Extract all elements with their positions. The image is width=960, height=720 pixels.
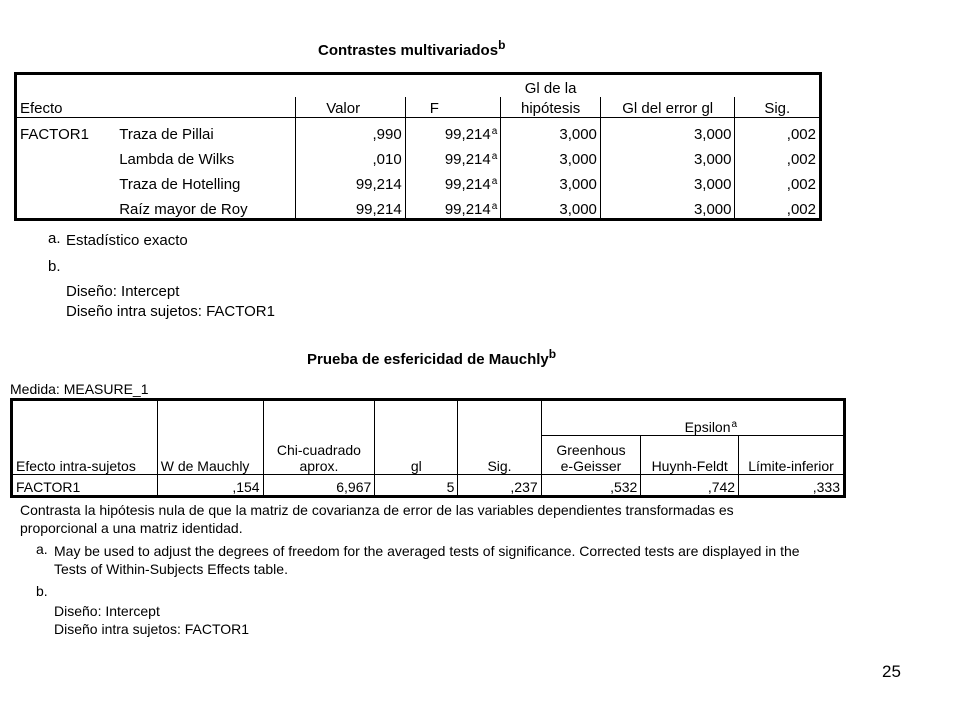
header-epsilon: Epsilon$^a$ bbox=[541, 400, 844, 436]
cell-limite-inferior: ,333 bbox=[739, 475, 845, 497]
footnote-b-mark: b. bbox=[48, 258, 61, 275]
mauchly-footnote-a-mark: a. bbox=[36, 541, 48, 557]
cell-sig: ,002 bbox=[735, 193, 821, 220]
header-efecto: Efecto bbox=[16, 97, 117, 118]
cell-gl-error: 3,000 bbox=[600, 168, 735, 193]
multivariate-table bbox=[14, 72, 822, 221]
cell-w: ,154 bbox=[157, 475, 263, 497]
cell-valor: 99,214 bbox=[296, 168, 406, 193]
table-row bbox=[16, 118, 821, 144]
cell-sig: ,002 bbox=[735, 118, 821, 144]
header-gl: gl bbox=[375, 436, 458, 475]
cell-gl-error: 3,000 bbox=[600, 118, 735, 144]
cell-efecto: FACTOR1 bbox=[16, 479, 81, 495]
mauchly-footnote-b-line1: Diseño: Intercept bbox=[54, 603, 160, 619]
mauchly-footnote-b-mark: b. bbox=[36, 583, 48, 599]
test-name: Lambda de Wilks bbox=[119, 151, 235, 168]
cell-gl-hip: 3,000 bbox=[501, 168, 601, 193]
cell-f: 99,214$^a$ bbox=[405, 143, 501, 168]
table-row bbox=[16, 168, 821, 193]
footnote-a-mark: a. bbox=[48, 230, 61, 247]
cell-f: 99,214$^a$ bbox=[405, 168, 501, 193]
header-efecto-intra: Efecto intra-sujetos bbox=[12, 436, 158, 475]
cell-greenhouse: ,532 bbox=[541, 475, 641, 497]
table-row bbox=[16, 193, 821, 220]
cell-sig: ,002 bbox=[735, 168, 821, 193]
header-valor: Valor bbox=[296, 97, 406, 118]
measure-label: Medida: MEASURE_1 bbox=[10, 381, 149, 397]
table-row bbox=[16, 143, 821, 168]
cell-gl-hip: 3,000 bbox=[501, 143, 601, 168]
cell-valor: ,990 bbox=[296, 118, 406, 144]
cell-gl-hip: 3,000 bbox=[501, 193, 601, 220]
mauchly-footnote-b-line2: Diseño intra sujetos: FACTOR1 bbox=[54, 621, 250, 637]
test-name: Traza de Pillai bbox=[119, 126, 214, 143]
header-limite-inferior: Límite-inferior bbox=[739, 436, 845, 475]
factor-label: FACTOR1 bbox=[20, 126, 89, 143]
footnote-a-text: Estadístico exacto bbox=[66, 232, 188, 249]
header-chi: Chi-cuadrado aprox. bbox=[263, 436, 375, 475]
mauchly-note-line1: Contrasta la hipótesis nula de que la matriz de covarianza de error de las variables dependientes transformadas es bbox=[20, 502, 734, 518]
mauchly-footnote-a-line1: May be used to adjust the degrees of freedom for the averaged tests of significance. Corrected tests are displayed in the bbox=[54, 543, 800, 559]
page-number: 25 bbox=[882, 662, 901, 681]
cell-huynh-feldt: ,742 bbox=[641, 475, 739, 497]
table-row bbox=[12, 475, 845, 497]
multivariate-title: Contrastes multivariados$^b$ bbox=[318, 38, 506, 59]
cell-sig: ,002 bbox=[735, 143, 821, 168]
header-huynh-feldt: Huynh-Feldt bbox=[641, 436, 739, 475]
mauchly-table bbox=[10, 398, 846, 498]
header-sig: Sig. bbox=[735, 97, 821, 118]
header-f: F bbox=[405, 97, 501, 118]
footnote-b-line1: Diseño: Intercept bbox=[66, 283, 180, 300]
footnote-b-line2: Diseño intra sujetos: FACTOR1 bbox=[66, 303, 275, 320]
cell-sig: ,237 bbox=[458, 475, 541, 497]
header-greenhouse: Greenhous e-Geisser bbox=[541, 436, 641, 475]
mauchly-footnote-a-line2: Tests of Within-Subjects Effects table. bbox=[54, 561, 288, 577]
header-gl-error: Gl del error gl bbox=[600, 97, 735, 118]
header-w: W de Mauchly bbox=[157, 436, 263, 475]
cell-gl-hip: 3,000 bbox=[501, 118, 601, 144]
header-gl-hip-1: Gl de la bbox=[524, 80, 577, 97]
cell-gl-error: 3,000 bbox=[600, 143, 735, 168]
cell-gl: 5 bbox=[375, 475, 458, 497]
mauchly-title: Prueba de esfericidad de Mauchly$^b$ bbox=[307, 347, 557, 368]
header-gl-hip-2: hipótesis bbox=[501, 97, 601, 118]
test-name: Raíz mayor de Roy bbox=[119, 201, 248, 218]
mauchly-note-line2: proporcional a una matriz identidad. bbox=[20, 520, 243, 536]
cell-gl-error: 3,000 bbox=[600, 193, 735, 220]
cell-valor: 99,214 bbox=[296, 193, 406, 220]
cell-f: 99,214$^a$ bbox=[405, 118, 501, 144]
header-sig-2: Sig. bbox=[458, 436, 541, 475]
cell-valor: ,010 bbox=[296, 143, 406, 168]
cell-chi: 6,967 bbox=[263, 475, 375, 497]
test-name: Traza de Hotelling bbox=[119, 176, 241, 193]
cell-f: 99,214$^a$ bbox=[405, 193, 501, 220]
